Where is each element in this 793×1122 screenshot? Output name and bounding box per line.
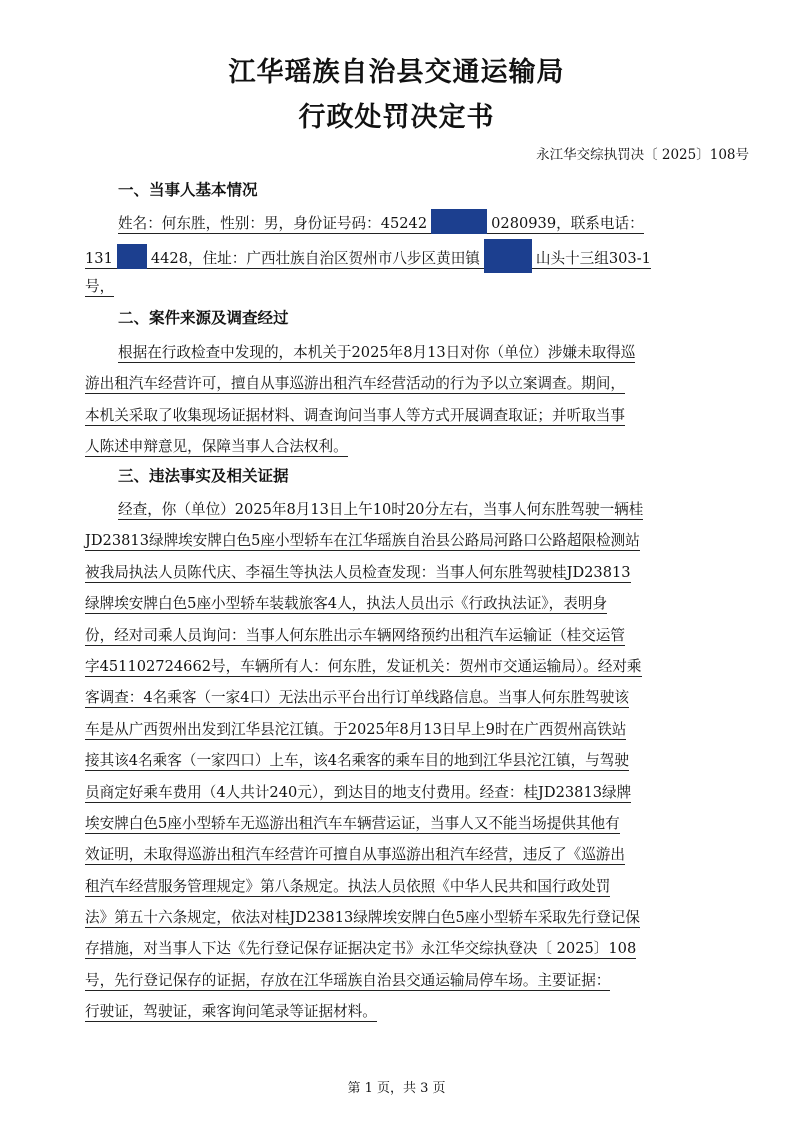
- title-line1: 江华瑶族自治县交通运输局: [228, 57, 565, 88]
- section1-body: [85, 208, 750, 302]
- section3-line: [85, 965, 750, 996]
- paragraph-text: 份，经对司乘人员询问：当事人何东胜出示车辆网络预约出租汽车运输证（桂交运管: [85, 626, 625, 644]
- paragraph-text: 号，先行登记保存的证据，存放在江华瑶族自治县交通运输局停车场。主要证据：: [85, 971, 611, 989]
- section3-line: [85, 651, 750, 682]
- section3-line: [85, 808, 750, 839]
- section3-line: [85, 839, 750, 870]
- section3-heading: 三、违法事实及相关证据: [118, 467, 289, 485]
- phone-prefix: 131: [85, 250, 113, 268]
- section3-line: [85, 588, 750, 619]
- paragraph-text: 接其该4名乘客（一家四口）上车，该4名乘客的乘车目的地到江华县沱江镇，与驾驶: [85, 752, 629, 770]
- paragraph-text: 根据在行政检查中发现的，本机关于2025年8月13日对你（单位）涉嫌未取得巡: [118, 344, 636, 361]
- section2-line: [85, 368, 750, 399]
- section3-line: [85, 714, 750, 745]
- section3-line: [85, 777, 750, 808]
- section3-line: [85, 745, 750, 776]
- section1-line: [85, 208, 750, 239]
- redaction-block: [484, 239, 532, 273]
- address-part1: 4428，住址：广西壮族自治区贺州市八步区黄田镇: [150, 250, 480, 268]
- paragraph-text: 被我局执法人员陈代庆、李福生等执法人员检查发现：当事人何东胜驾驶桂JD23813: [85, 563, 631, 581]
- section3-line: [85, 525, 750, 556]
- section2-line: [85, 400, 750, 431]
- address-end: 号，: [85, 277, 115, 295]
- section2-line: [85, 431, 750, 462]
- paragraph-text: 车是从广西贺州出发到江华县沱江镇。于2025年8月13日早上9时在广西贺州高铁站: [85, 720, 627, 738]
- address-part2: 山头十三组303-1: [535, 250, 651, 268]
- paragraph-text: 人陈述申辩意见，保障当事人合法权利。: [85, 438, 348, 456]
- page-number: 第 1 页，共 3 页: [347, 1081, 446, 1096]
- address-text: [85, 250, 651, 269]
- section2-line: [85, 337, 750, 368]
- id-text: [118, 215, 644, 234]
- document-number: 永江华交综执罚决〔 2025〕108号: [536, 147, 749, 163]
- paragraph-text: 绿牌埃安牌白色5座小型轿车装载旅客4人，执法人员出示《行政执法证》，表明身: [85, 595, 608, 613]
- section3-line: [85, 871, 750, 902]
- paragraph-text: 埃安牌白色5座小型轿车无巡游出租汽车车辆营运证，当事人又不能当场提供其他有: [85, 814, 620, 832]
- paragraph-text: 租汽车经营服务管理规定》第八条规定。执法人员依照《中华人民共和国行政处罚: [85, 877, 611, 895]
- section2-heading: 二、案件来源及调查经过: [118, 309, 289, 327]
- paragraph-text: 效证明，未取得巡游出租汽车经营许可擅自从事巡游出租汽车经营，违反了《巡游出: [85, 846, 625, 864]
- paragraph-text: 存措施，对当事人下达《先行登记保存证据决定书》永江华交综执登决〔 2025〕108: [85, 940, 637, 958]
- paragraph-text: JD23813绿牌埃安牌白色5座小型轿车在江华瑶族自治县公路局河路口公路超限检测站: [85, 532, 640, 550]
- paragraph-text: 游出租汽车经营许可，擅自从事巡游出租汽车经营活动的行为予以立案调查。期间，: [85, 375, 625, 393]
- paragraph-text: 员商定好乘车费用（4人共计240元），到达目的地支付费用。经查：桂JD23813绿牌: [85, 783, 632, 801]
- section3-line: [85, 557, 750, 588]
- section3-body: [85, 494, 750, 1028]
- section2-body: [85, 337, 750, 463]
- redaction-block: [431, 209, 487, 234]
- section1-line: [85, 239, 750, 270]
- title-line2: 行政处罚决定书: [298, 102, 495, 133]
- section3-line: [85, 494, 750, 525]
- section1-line: [85, 271, 750, 302]
- section1-heading: 一、当事人基本情况: [118, 181, 258, 199]
- paragraph-text: 经查，你（单位）2025年8月13日上午10时20分左右，当事人何东胜驾驶一辆桂: [118, 501, 644, 518]
- redaction-block: [117, 244, 147, 269]
- section3-line: [85, 620, 750, 651]
- paragraph-text: 客调查：4名乘客（一家4口）无法出示平台出行订单线路信息。当事人何东胜驾驶该: [85, 689, 629, 707]
- section3-line: [85, 933, 750, 964]
- section3-line: [85, 996, 750, 1027]
- paragraph-text: 法》第五十六条规定，依法对桂JD23813绿牌埃安牌白色5座小型轿车采取先行登记保: [85, 909, 640, 927]
- section3-line: [85, 902, 750, 933]
- id-phone-text: 0280939，联系电话：: [491, 215, 644, 232]
- paragraph-text: 字451102724662号，车辆所有人：何东胜，发证机关：贺州市交通运输局）。经对乘: [85, 657, 642, 675]
- section3-line: [85, 682, 750, 713]
- paragraph-text: 行驶证，驾驶证，乘客询问笔录等证据材料。: [85, 1003, 377, 1021]
- name-id-text: 姓名：何东胜，性别：男，身份证号码：45242: [118, 215, 428, 232]
- paragraph-text: 本机关采取了收集现场证据材料、调查询问当事人等方式开展调查取证；并听取当事: [85, 406, 625, 424]
